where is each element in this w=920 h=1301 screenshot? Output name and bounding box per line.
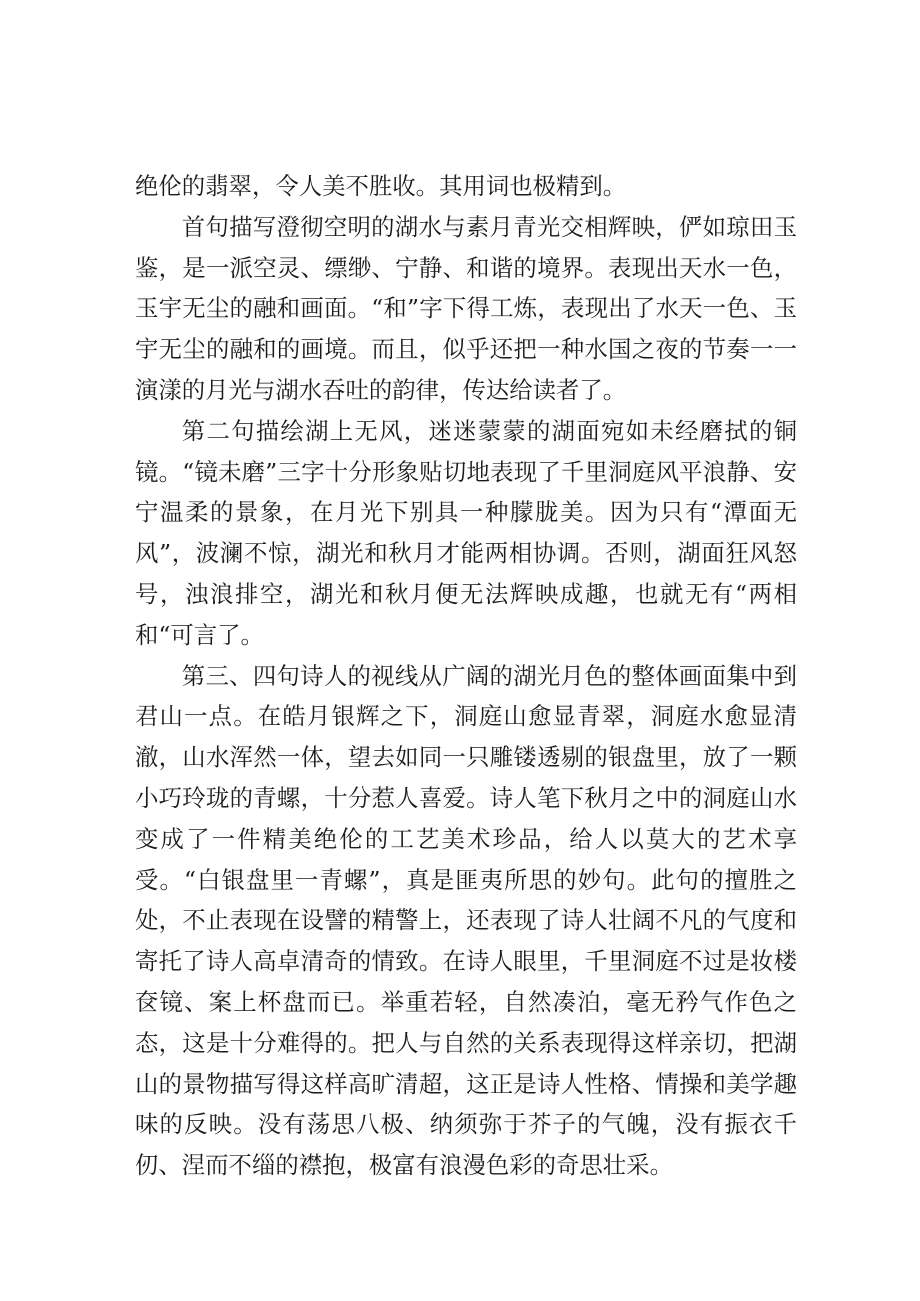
paragraph-second-line: 第二句描绘湖上无风，迷迷蒙蒙的湖面宛如未经磨拭的铜镜。“镜未磨”三字十分形象贴切地表现了千里洞庭风平浪静、安宁温柔的景象，在月光下别具一种朦胧美。因为只有“潭面无风”，波澜不惊，湖光和秋月才能两相协调。否则，湖面狂风怒号，浊浪排空，湖光和秋月便无法辉映成趣，也就无有“两相和“可言了。 bbox=[135, 416, 797, 649]
paragraph-third-fourth-lines: 第三、四句诗人的视线从广阔的湖光月色的整体画面集中到君山一点。在皓月银辉之下，洞庭山愈显青翠，洞庭水愈显清澈，山水浑然一体，望去如同一只雕镂透剔的银盘里，放了一颗小巧玲珑的青螺，十分惹人喜爱。诗人笔下秋月之中的洞庭山水变成了一件精美绝伦的工艺美术珍品，给人以莫大的艺术享受。“白银盘里一青螺”，真是匪夷所思的妙句。此句的擅胜之处，不止表现在设譬的精警上，还表现了诗人壮阔不凡的气度和寄托了诗人高卓清奇的情致。在诗人眼里，千里洞庭不过是妆楼奁镜、案上杯盘而已。举重若轻，自然凑泊，毫无矜气作色之态，这是十分难得的。把人与自然的关系表现得这样亲切，把湖山的景物描写得这样高旷清超，这正是诗人性格、情操和美学趣味的反映。没有荡思八极、纳须弥于芥子的气魄，没有振衣千仞、涅而不缁的襟抱，极富有浪漫色彩的奇思壮采。 bbox=[135, 661, 797, 1180]
paragraph-first-line: 首句描写澄彻空明的湖水与素月青光交相辉映，俨如琼田玉鉴，是一派空灵、缥缈、宁静、和谐的境界。表现出天水一色，玉宇无尘的融和画面。“和”字下得工炼，表现出了水天一色、玉宇无尘的融和的画境。而且，似乎还把一种水国之夜的节奏一一演漾的月光与湖水吞吐的韵律，传达给读者了。 bbox=[135, 212, 797, 404]
paragraph-continuation: 绝伦的翡翠，令人美不胜收。其用词也极精到。 bbox=[135, 172, 627, 200]
article-body bbox=[135, 166, 797, 1186]
